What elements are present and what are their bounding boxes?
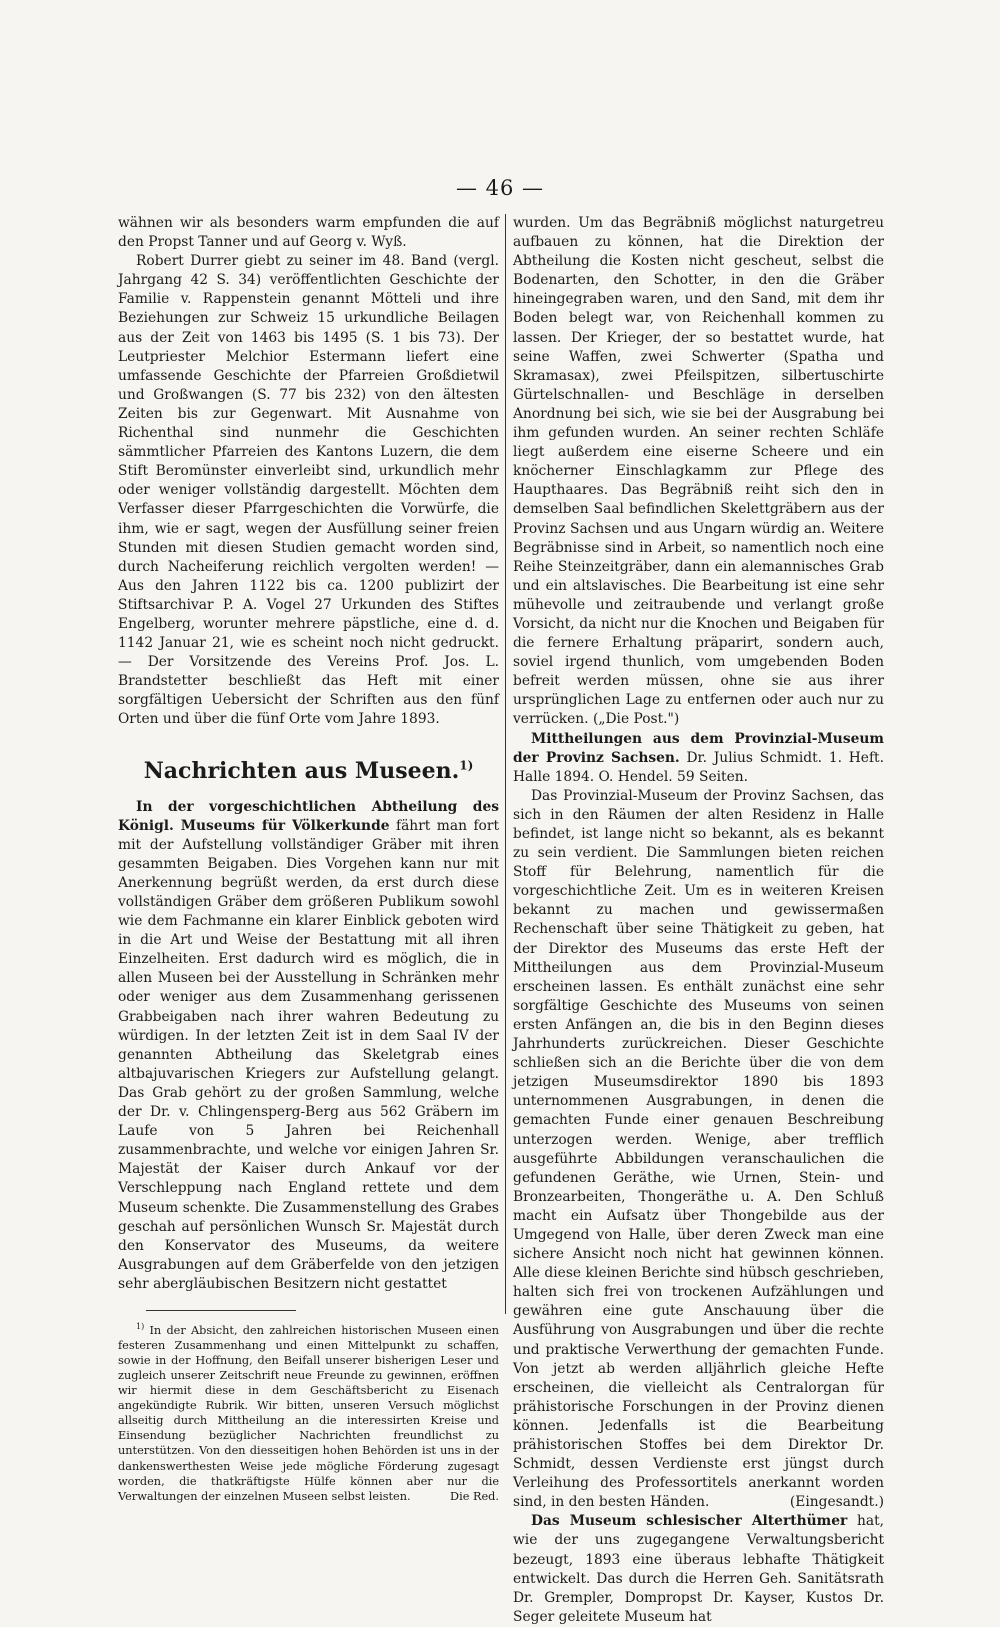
page-number: — 46 — [455, 176, 545, 200]
right-paragraph-3-signature: (Eingesandt.) [789, 1494, 884, 1511]
left-paragraph-2: Robert Durrer giebt zu seiner im 48. Band (vergl. Jahrgang 42 S. 34) veröffentlichten Geschichte der Familie v. Rappenstein genannt Mötteli und ihre Beziehungen zur Schweiz 15 urkundliche Beilagen aus der Zeit von 1463 bis 1495 (S. 1 bis 73). Der Leutpriester Melchior Estermann liefert eine umfassende Geschichte der Pfarreien Großdietwil und Großwangen (S. 77 bis 232) von den ältesten Zeiten bis zur Gegenwart. Mit Ausnahme von Richenthal sind nunmehr die Geschichten sämmtlicher Pfarreien des Kantons Luzern, die dem Stift Beromünster einverleibt sind, urkundlich mehr oder weniger vollständig dargestellt. Möchten dem Verfasser dieser Pfarrgeschichten die Vorwürfe, die ihm, wie er sagt, wegen der Ausfüllung seiner freien Stunden mit diesen Studien gemacht worden sind, durch Nacheiferung reichlich vergolten werden! — Aus den Jahren 1122 bis ca. 1200 publizirt der Stiftsarchivar P. A. Vogel 27 Urkunden des Stiftes Engelberg, worunter mehrere päpstliche, eine d. d. 1142 Januar 21, wie es scheint noch nicht gedruckt. — Der Vorsitzende des Vereins Prof. Jos. L. Brandstetter beschließt das Heft mit einer sorgfältigen Uebersicht der Schriften aus den fünf Orten und über die fünf Orte vom Jahre 1893. [118, 253, 499, 728]
left-paragraph-3-body: fährt man fort mit der Aufstellung vollständiger Gräber mit ihren gesammten Beigaben. Dies Vorgehen kann nur mit Anerkennung begrüßt werden, da erst durch diese vollständigen Gräber dem größeren Publikum sowohl wie dem Fachmanne ein klarer Einblick geboten wird in die Art und Weise der Bestattung mit all ihren Einzelheiten. Erst dadurch wird es möglich, die in allen Museen bei der Ausstellung in Schränken mehr oder weniger aus dem Zusammenhang gerissenen Grabbeigaben nach ihrer wahren Bedeutung zu würdigen. In der letzten Zeit ist in dem Saal IV der genannten Abtheilung das Skeletgrab eines altbajuvarischen Kriegers zur Aufstellung gelangt. Das Grab gehört zu der großen Sammlung, welche der Dr. v. Chlingensperg-Berg aus 562 Gräbern im Laufe von 5 Jahren bei Reichenhall zusammenbrachte, und welche vor einigen Jahren Sr. Majestät der Kaiser durch Ankauf vor der Verschleppung nach England rettete und dem Museum schenkte. Die Zusammenstellung des Grabes geschah auf persönlichen Wunsch Sr. Majestät durch den Konservator des Museums, da weitere Ausgrabungen auf dem Gräberfelde von den jetzigen sehr abergläubischen Besitzern nicht gestattet [118, 817, 500, 1292]
footnote-signature: Die Red. [450, 1489, 499, 1503]
left-paragraph-3 [118, 798, 499, 1294]
right-paragraph-2-body: Dr. Julius Schmidt. 1. Heft. Halle 1894. O. Hendel. 59 Seiten. [513, 749, 884, 785]
right-paragraph-3-body: Das Provinzial-Museum der Provinz Sachsen, das sich in den Räumen der alten Residenz in Halle befindet, ist lange nicht so bekannt, als es bekannt zu sein verdient. Die Sammlungen bieten reichen Stoff für Belehrung, namentlich für die vorgeschichtliche Zeit. Um es in weiteren Kreisen bekannt zu machen und gewissermaßen Rechenschaft über seine Thätigkeit zu geben, hat der Direktor des Museums das erste Heft der Mittheilungen aus dem Provinzial-Museum erscheinen lassen. Es enthält zunächst eine sehr sorgfältige Geschichte des Museums von seinen ersten Anfängen an, die bis in den Beginn dieses Jahrhunderts zurückreichen. Dieser Geschichte schließen sich an die Berichte über die von dem jetzigen Museumsdirektor 1890 bis 1893 unternommenen Ausgrabungen, in denen die gemachten Funde einer genauen Beschreibung unterzogen werden. Wenige, aber trefflich ausgeführte Abbildungen veranschaulichen die gefundenen Geräthe, wie Urnen, Stein- und Bronzearbeiten, Thongeräthe u. A. Den Schluß macht ein Aufsatz über Thongebilde aus der Umgegend von Halle, über deren Zweck man eine sichere Ansicht noch nicht hat gewinnen können. Alle diese kleinen Berichte sind hübsch geschrieben, halten sich frei von trockenen Aufzählungen und gewähren eine gute Anschauung über die Ausführung von Ausgrabungen und über die rechte und praktische Verwerthung der gemachten Funde. Von jetzt ab werden alljährlich gleiche Hefte erscheinen, die vielleicht als Centralorgan für prähistorische Forschungen in der Provinz dienen können. Jedenfalls ist die Bearbeitung prähistorischen Stoffes bei dem Direktor Dr. Schmidt, dessen Verdienste erst jüngst durch Verleihung des Professortitels anerkannt worden sind, in den besten Händen. [513, 787, 884, 1511]
right-column [513, 214, 884, 1625]
left-paragraph-3-lead: In der vorgeschichtlichen Abtheilung des Königl. Museums für Völkerkunde [118, 798, 499, 834]
right-paragraph-4 [513, 1512, 884, 1627]
right-paragraph-2 [513, 730, 884, 787]
section-heading-text: Nachrichten aus Museen. [143, 757, 460, 784]
right-paragraph-3 [513, 787, 884, 1513]
right-paragraph-1: wurden. Um das Begräbniß möglichst naturgetreu aufbauen zu können, hat die Direktion der Abtheilung die Kosten nicht gescheut, selbst die Bodenarten, den Schotter, in den die Gräber hineingegraben waren, und den Sand, mit dem ihr Boden belegt war, von Reichenhall kommen zu lassen. Der Krieger, der so bestattet wurde, hat seine Waffen, zwei Schwerter (Spatha und Skramasax), zwei Pfeilspitzen, silbertuschirte Gürtelschnallen- und Beschläge in derselben Anordnung bei sich, wie sie bei der Ausgrabung bei ihm gefunden wurden. An seiner rechten Schläfe liegt außerdem eine eiserne Scheere und ein knöcherner Einschlagkamm zur Pflege des Haupthaares. Das Begräbniß reiht sich den in demselben Saal befindlichen Skelettgräbern aus der Provinz Sachsen und aus Ungarn würdig an. Weitere Begräbnisse sind in Arbeit, so namentlich noch eine Reihe Steinzeitgräber, dann ein alemannisches Grab und ein altslavisches. Die Bearbeitung ist eine sehr mühevolle und zeitraubende und verlangt große Vorsicht, da nicht nur die Knochen und Beigaben für die fernere Erhaltung präparirt, sondern auch, soviel irgend thunlich, vom umgebenden Boden befreit werden müssen, ohne sie aus ihrer ursprünglichen Lage zu entfernen oder auch nur zu verrücken. („Die Post.") [513, 215, 884, 728]
left-column [118, 214, 500, 1503]
right-paragraph-2-lead: Mittheilungen aus dem Provinzial-Museum der Provinz Sachsen. [513, 730, 884, 766]
footnote [118, 1319, 499, 1504]
footnote-mark: 1) [136, 1321, 145, 1331]
section-heading-footnote-mark: 1) [459, 758, 474, 773]
footnote-rule [146, 1310, 296, 1311]
column-divider [505, 214, 506, 1314]
footnote-text: In der Absicht, den zahlreichen historischen Museen einen festeren Zusammenhang und einen Mittelpunkt zu schaffen, sowie in der Hoffnung, den Beifall unserer bisherigen Leser und zugleich unserer Zeitschrift neue Freunde zu gewinnen, eröffnen wir hiermit diese in dem Geschäftsbericht zu Eisenach angekündigte Rubrik. Wir bitten, unseren Versuch möglichst allseitig durch Mittheilung an die interessirten Kreise und Einsendung bezüglicher Nachrichten freundlichst zu unterstützen. Von den diesseitigen hohen Behörden ist uns in der dankenswerthesten Weise jede mögliche Förderung zugesagt worden, die thatkräftigste Hülfe können aber nur die Verwaltungen der einzelnen Museen selbst leisten. [118, 1323, 499, 1503]
section-heading [118, 758, 499, 784]
left-paragraph-1: wähnen wir als besonders warm empfunden die auf den Propst Tanner und auf Georg v. Wyß. [118, 215, 499, 251]
right-paragraph-4-body: hat, wie der uns zugegangene Verwaltungsbericht bezeugt, 1893 eine überaus lebhafte Thätigkeit entwickelt. Das durch die Herren Geh. Sanitätsrath Dr. Grempler, Dompropst Dr. Kayser, Kustos Dr. Seger geleitete Museum hat [513, 1513, 884, 1625]
right-paragraph-4-lead: Das Museum schlesischer Alterthümer [531, 1513, 848, 1530]
